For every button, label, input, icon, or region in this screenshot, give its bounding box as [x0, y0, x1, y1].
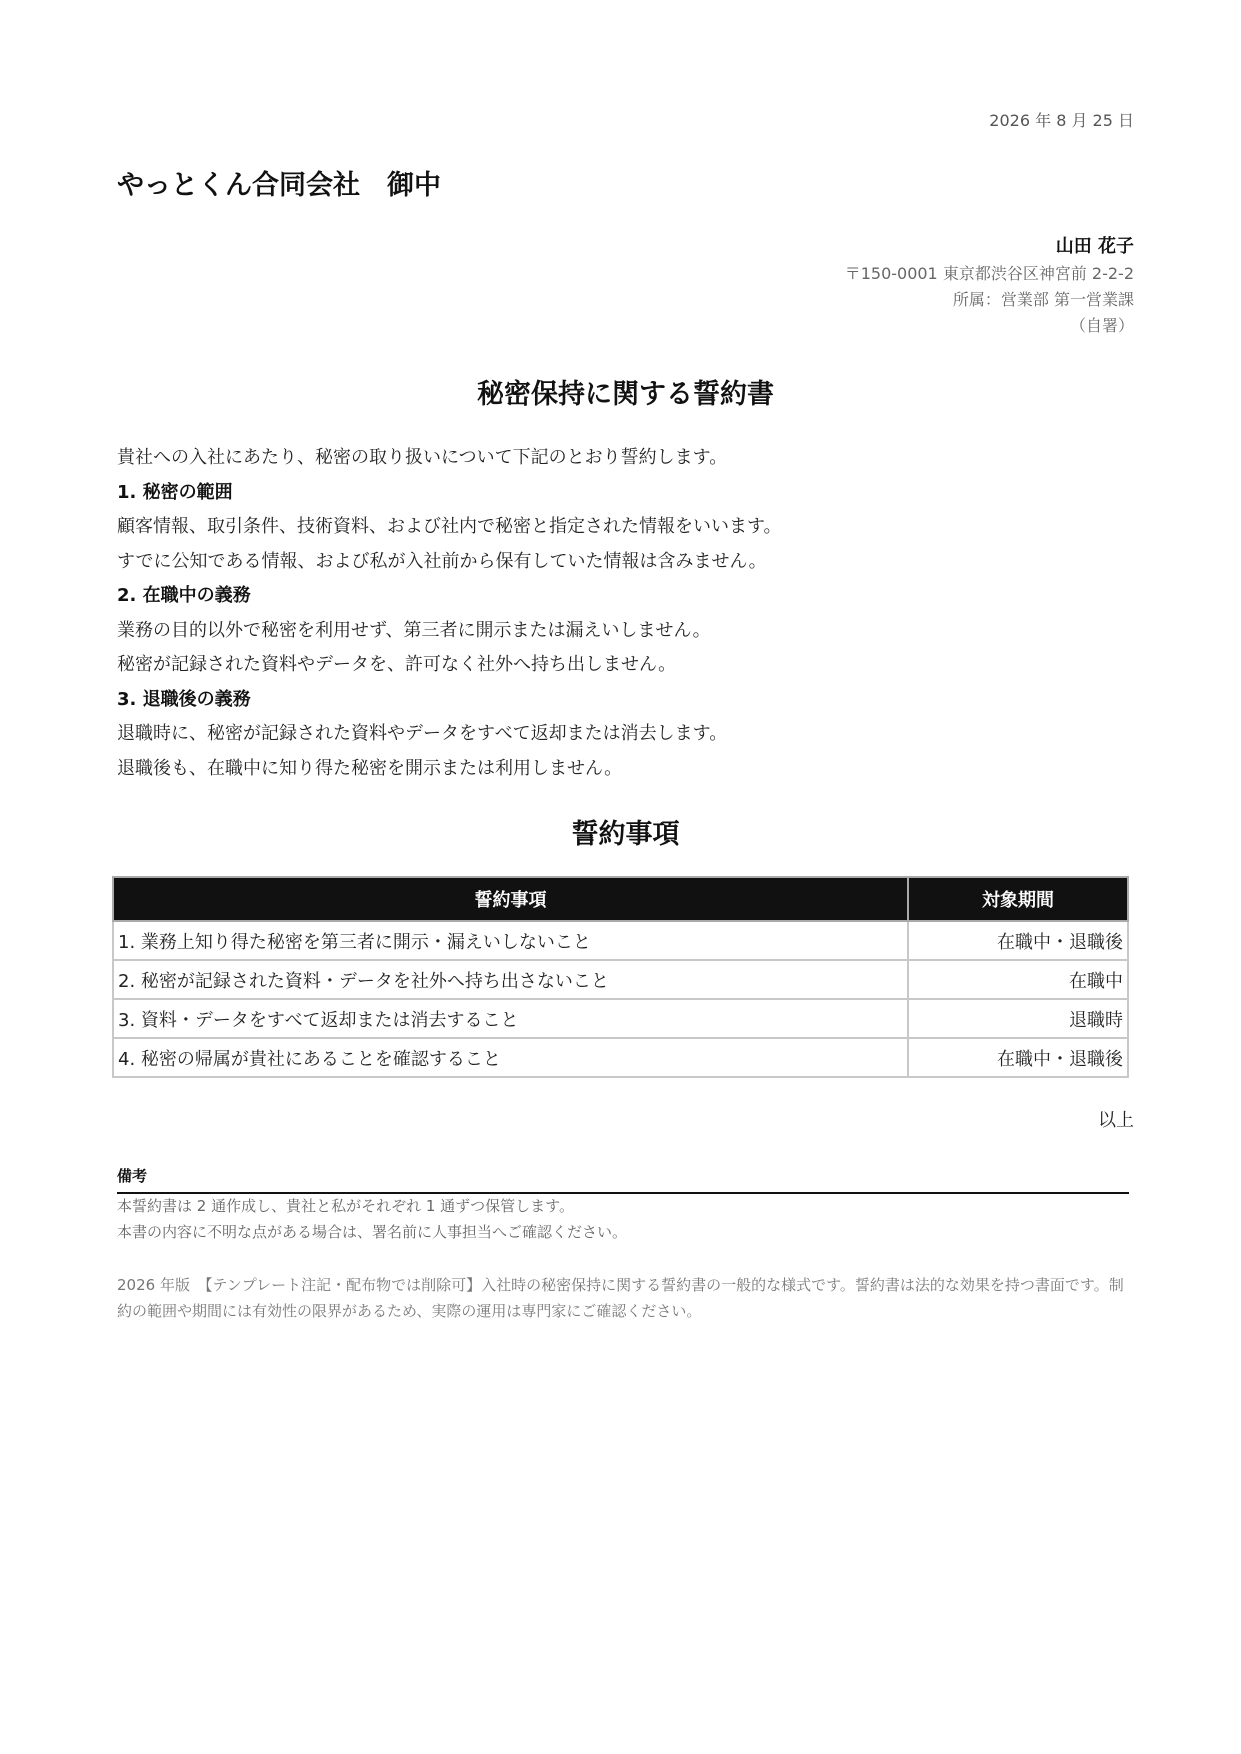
notes-heading: 備考 — [117, 1165, 1129, 1194]
sender-address: 〒150-0001 東京都渋谷区神宮前 2-2-2 — [844, 264, 1134, 283]
section-heading: 2. 在職中の義務 — [117, 585, 251, 606]
section-line: 業務の目的以外で秘密を利用せず、第三者に開示または漏えいしません。 — [117, 619, 711, 641]
pledge-item: 1. 業務上知り得た秘密を第三者に開示・漏えいしないこと — [113, 921, 908, 960]
table-row — [113, 960, 1128, 999]
pledge-item: 2. 秘密が記録された資料・データを社外へ持ち出さないこと — [113, 960, 908, 999]
pledge-table — [112, 876, 1129, 1078]
pledge-body — [117, 441, 1134, 786]
sender-signature: （自署） — [1069, 316, 1134, 335]
section-line: 退職時に、秘密が記録された資料やデータをすべて返却または消去します。 — [117, 723, 728, 744]
sender-name: 山田 花子 — [1055, 236, 1134, 257]
sender-department: 所属：営業部 第一営業課 — [952, 290, 1134, 309]
pledge-period: 在職中・退職後 — [908, 1038, 1128, 1077]
column-header-period: 対象期間 — [908, 877, 1128, 921]
section-line: 秘密が記録された資料やデータを、許可なく社外へ持ち出しません。 — [117, 654, 677, 675]
table-row — [113, 999, 1128, 1038]
note-line: 本書の内容に不明な点がある場合は、署名前に人事担当へご確認ください。 — [117, 1223, 628, 1241]
notes-block — [117, 1193, 1129, 1245]
table-row — [113, 1038, 1128, 1077]
document-date: 2026 年 8 月 25 日 — [989, 111, 1134, 130]
section-heading: 3. 退職後の義務 — [117, 688, 251, 710]
table-header-row — [113, 877, 1128, 921]
pledge-period: 退職時 — [908, 999, 1128, 1038]
intro-text: 貴社への入社にあたり、秘密の取り扱いについて下記のとおり誓約します。 — [117, 447, 728, 468]
pledge-item: 4. 秘密の帰属が貴社にあることを確認すること — [113, 1038, 908, 1077]
template-note: 2026 年版 【テンプレート注記・配布物では削除可】入社時の秘密保持に関する誓約書の一般的な様式です。誓約書は法的な効果を持つ書面です。制約の範囲や期間には有効性の限界があるため、実際の運用は専門家にご確認ください。 — [117, 1276, 1124, 1320]
note-line: 本誓約書は 2 通作成し、貴社と私がそれぞれ 1 通ずつ保管します。 — [117, 1197, 574, 1215]
section-line: 退職後も、在職中に知り得た秘密を開示または利用しません。 — [117, 757, 623, 779]
table-title: 誓約事項 — [571, 819, 680, 850]
section-line: 顧客情報、取引条件、技術資料、および社内で秘密と指定された情報をいいます。 — [117, 516, 782, 537]
pledge-period: 在職中 — [908, 960, 1128, 999]
recipient-name: やっとくん合同会社 御中 — [117, 170, 441, 201]
document-title: 秘密保持に関する誓約書 — [477, 379, 774, 410]
closing-text: 以上 — [1098, 1110, 1134, 1131]
section-line: すでに公知である情報、および私が入社前から保有していた情報は含みません。 — [117, 550, 767, 572]
section-heading: 1. 秘密の範囲 — [117, 481, 233, 503]
column-header-item: 誓約事項 — [113, 877, 908, 921]
pledge-item: 3. 資料・データをすべて返却または消去すること — [113, 999, 908, 1038]
pledge-period: 在職中・退職後 — [908, 921, 1128, 960]
table-row — [113, 921, 1128, 960]
sender-block — [845, 233, 1134, 339]
